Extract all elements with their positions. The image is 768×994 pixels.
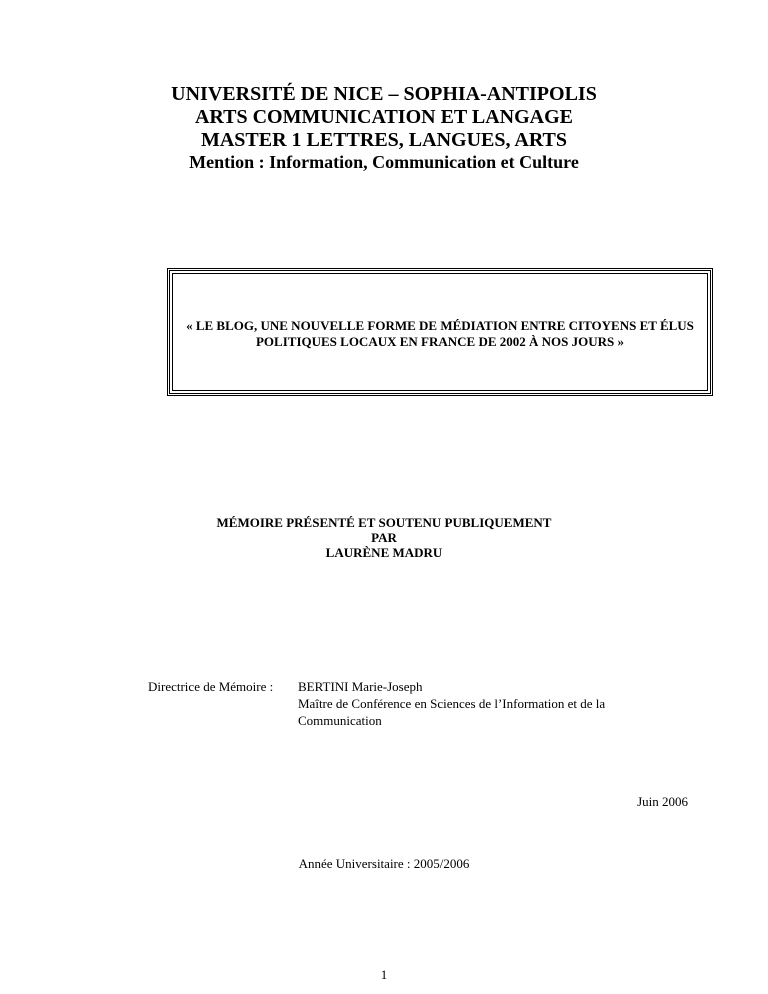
- memoire-block: [0, 515, 768, 560]
- page-number: 1: [380, 967, 388, 982]
- title-box: [167, 268, 713, 396]
- university-name: UNIVERSITÉ DE NICE – SOPHIA-ANTIPOLIS: [171, 83, 597, 105]
- director-info: [298, 678, 688, 729]
- department-name: ARTS COMMUNICATION ET LANGAGE: [194, 106, 574, 128]
- academic-year: Année Universitaire : 2005/2006: [298, 856, 470, 871]
- director-role-line2: Communication: [298, 713, 382, 728]
- director-name: BERTINI Marie-Joseph: [298, 679, 423, 694]
- header-block: [0, 83, 768, 173]
- mention-label: Mention : Information, Communication et Culture: [189, 152, 579, 172]
- author-name: LAURÈNE MADRU: [325, 545, 443, 560]
- director-label: Directrice de Mémoire :: [148, 679, 274, 694]
- memoire-line: MÉMOIRE PRÉSENTÉ ET SOUTENU PUBLIQUEMENT: [216, 515, 552, 530]
- director-role-line1: Maître de Conférence en Sciences de l’Information et de la: [298, 696, 606, 711]
- date: Juin 2006: [637, 794, 688, 809]
- degree-name: MASTER 1 LETTRES, LANGUES, ARTS: [200, 129, 568, 151]
- thesis-title: « LE BLOG, UNE NOUVELLE FORME DE MÉDIATION ENTRE CITOYENS ET ÉLUS POLITIQUES LOCAUX EN FRANCE DE 2002 À NOS JOURS »: [186, 318, 694, 349]
- par-line: PAR: [371, 530, 397, 545]
